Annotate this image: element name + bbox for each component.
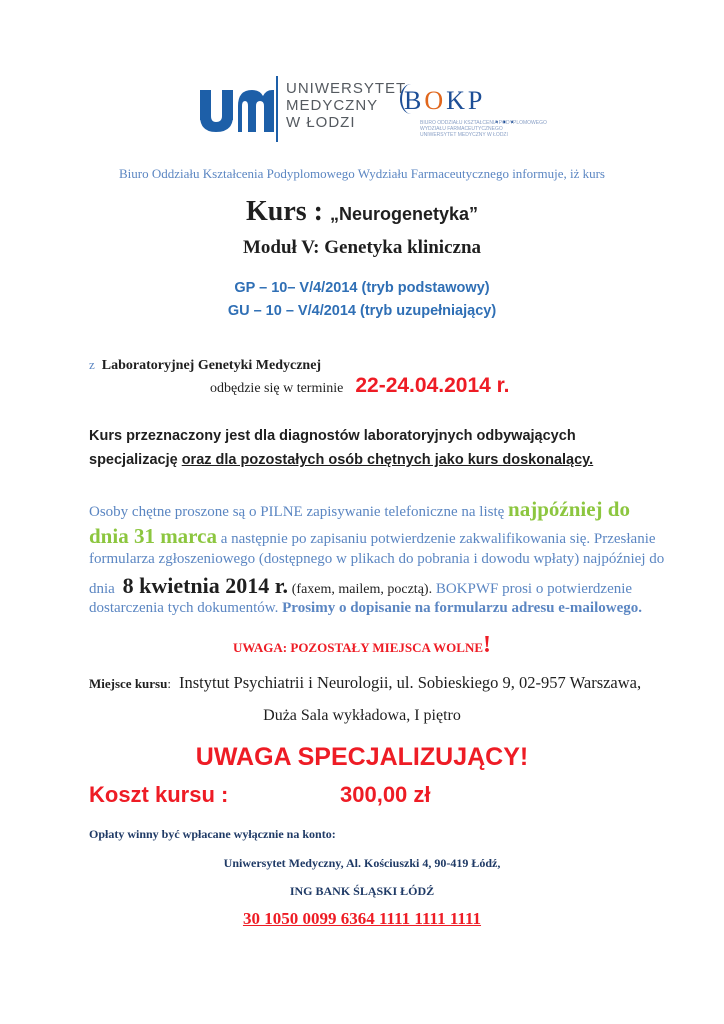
deadline-emphasis: najpóźniej do: [508, 497, 630, 521]
um-logo-line: W ŁODZI: [286, 114, 356, 131]
course-date: 22-24.04.2014 r.: [355, 374, 510, 397]
specialists-warning: UWAGA SPECJALIZUJĄCY!: [195, 743, 529, 771]
registration-text: dnia: [89, 581, 115, 597]
location-line: [89, 673, 641, 693]
list-link[interactable]: listę: [479, 504, 505, 520]
lab-name: Laboratoryjnej Genetyki Medycznej: [101, 358, 322, 373]
bank-name: ING BANK ŚLĄSKI ŁÓDŹ: [289, 884, 435, 898]
places-warning: [0, 632, 724, 659]
audience-line-2-underlined: oraz dla pozostałych osób chętnych jako kurs doskonalący.: [181, 452, 594, 468]
audience-line-1: Kurs przeznaczony jest dla diagnostów laboratoryjnych odbywających: [89, 428, 576, 444]
from-line: [89, 357, 321, 374]
registration-line-4: [89, 573, 632, 599]
course-title: [0, 196, 724, 228]
deadline-date: dnia 31 marca: [89, 524, 217, 548]
registration-text: Osoby chętne proszone są o PILNE zapisywanie telefoniczne na: [89, 504, 480, 520]
audience-line-2: [89, 452, 593, 468]
registration-text: dostarczenia tych dokumentów.: [89, 600, 279, 616]
module-title: Moduł V: Genetyka kliniczna: [242, 237, 482, 258]
places-warning-mark: !: [483, 632, 492, 658]
bokp-letter: B: [404, 86, 425, 115]
location-room: Duża Sala wykładowa, I piętro: [263, 707, 461, 724]
logo-divider: [276, 76, 278, 142]
bokp-dots-icon: ...: [494, 106, 517, 128]
date-intro: odbędzie się w terminie: [210, 381, 344, 396]
location-address: Instytut Psychiatrii i Neurologii, ul. Sobieskiego 9, 02-957 Warszawa,: [178, 673, 642, 692]
course-code-gp: GP – 10– V/4/2014 (tryb podstawowy): [234, 280, 490, 296]
location-colon: :: [167, 676, 171, 691]
bokp-tagline-line: WYDZIAŁU FARMACEUTYCZNEGO: [420, 126, 503, 132]
bokp-letter: O: [424, 86, 447, 115]
intro-text: Biuro Oddziału Kształcenia Podyplomowego Wydziału Farmaceutycznego informuje, iż kurs: [119, 166, 605, 181]
date-line: [210, 374, 509, 398]
bokp-letter: KP: [446, 86, 486, 115]
um-logo-text: [286, 80, 406, 131]
bokp-tagline-line: BIURO ODDZIAŁU KSZTAŁCENIA PODYPLOMOWEGO: [420, 120, 547, 126]
course-title-prefix: Kurs :: [245, 196, 330, 227]
um-logo-line: UNIWERSYTET: [286, 80, 407, 97]
audience-line-2-plain: specjalizację: [89, 452, 182, 468]
from-prefix: z: [89, 357, 95, 372]
registration-line-3: formularza zgłoszeniowego (dostępnego w plikach do pobrania i dowodu wpłaty) najpóźniej do: [89, 551, 665, 567]
registration-line-5: [89, 600, 642, 617]
course-code-gu: GU – 10 – V/4/2014 (tryb uzupełniający): [227, 303, 497, 319]
registration-text: a następnie po zapisaniu potwierdzenie zakwalifikowania się. Przesłanie: [220, 531, 656, 547]
places-warning-text: UWAGA: POZOSTAŁY MIEJSCA WOLNE: [232, 640, 484, 655]
cost-label: Koszt kursu :: [89, 782, 229, 807]
account-number: 30 1050 0099 6364 1111 1111 1111: [242, 909, 482, 928]
registration-line-1: [89, 497, 630, 522]
form-deadline-date: 8 kwietnia 2014 r.: [122, 573, 288, 598]
email-request: Prosimy o dopisanie na formularzu adresu e-mailowego.: [282, 600, 642, 616]
registration-text: BOKPWF prosi o potwierdzenie: [435, 581, 633, 597]
location-label: Miejsce kursu: [89, 676, 168, 691]
bokp-tagline-line: UNIWERSYTET MEDYCZNY W ŁODZI: [420, 132, 508, 138]
cost-amount: 300,00 zł: [340, 782, 431, 807]
bokp-tagline: [420, 120, 547, 138]
um-logo-line: MEDYCZNY: [286, 97, 379, 114]
course-title-name: „Neurogenetyka”: [329, 204, 479, 224]
payment-intro: Opłaty winny być wpłacane wyłącznie na konto:: [89, 827, 336, 841]
um-logo-mark-icon: [200, 86, 274, 136]
delivery-methods: (faxem, mailem, pocztą).: [291, 582, 433, 597]
bokp-logo: [404, 86, 485, 116]
registration-line-2: [89, 524, 656, 549]
payment-address: Uniwersytet Medyczny, Al. Kościuszki 4, 90-419 Łódź,: [223, 856, 501, 870]
